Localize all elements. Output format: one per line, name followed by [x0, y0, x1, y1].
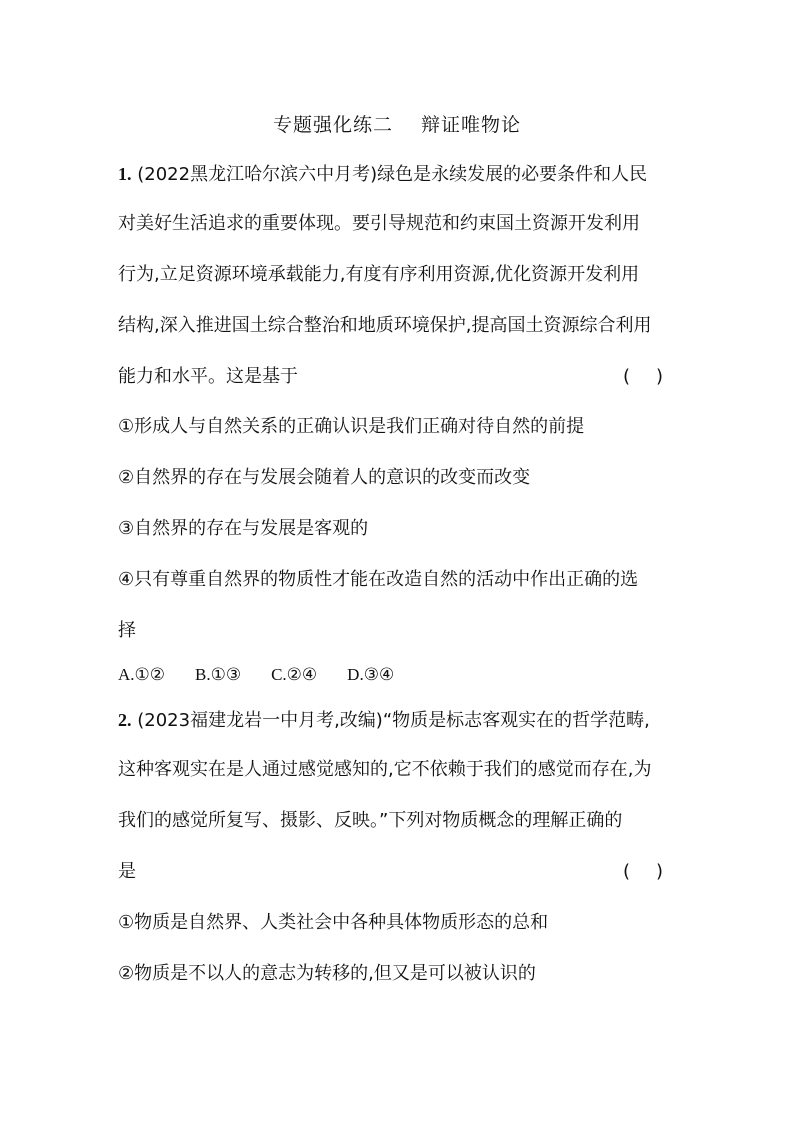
- title-main: 专题强化练二: [272, 114, 393, 136]
- q2-line-4: 是: [118, 861, 136, 882]
- q1-options: [118, 663, 424, 687]
- q1-option-d[interactable]: D.③④: [347, 665, 395, 684]
- q2-item-2: ②物质是不以人的意志为转移的,但又是可以被认识的: [118, 963, 536, 984]
- q1-line-4: 结构,深入推进国土综合整治和地质环境保护,提高国土资源综合利用: [118, 315, 652, 336]
- q1-item-3: ③自然界的存在与发展是客观的: [118, 518, 369, 539]
- q2-line-2: 这种客观实在是人通过感觉感知的,它不依赖于我们的感觉而存在,为: [118, 759, 652, 780]
- q1-line-3: 行为,立足资源环境承载能力,有度有序利用资源,优化资源开发利用: [118, 264, 640, 285]
- q1-item-4: ④只有尊重自然界的物质性才能在改造自然的活动中作出正确的选: [118, 569, 639, 590]
- q2-line-1: [118, 708, 650, 733]
- q1-option-b[interactable]: B.①③: [195, 665, 242, 684]
- q2-paren-open: (: [623, 861, 631, 882]
- q1-paren-close: ): [656, 366, 664, 387]
- q1-line-5: 能力和水平。这是基于: [118, 366, 298, 387]
- q1-text-0: 绿色是永续发展的必要条件和人民: [377, 164, 648, 185]
- q1-source: (2022黑龙江哈尔滨六中月考): [137, 164, 378, 185]
- q1-item-4-cont: 择: [118, 620, 136, 641]
- q2-source: (2023福建龙岩一中月考,改编): [137, 710, 383, 731]
- q2-answer-blank[interactable]: [623, 860, 663, 884]
- q2-line-3: 我们的感觉所复写、摄影、反映。”下列对物质概念的理解正确的: [118, 810, 623, 831]
- q1-item-2: ②自然界的存在与发展会随着人的意识的改变而改变: [118, 467, 531, 488]
- q1-paren-open: (: [623, 366, 631, 387]
- q1-line-2: 对美好生活追求的重要体现。要引导规范和约束国土资源开发利用: [118, 213, 640, 234]
- q1-option-c[interactable]: C.②④: [271, 665, 318, 684]
- title-sub: 辩证唯物论: [421, 114, 522, 136]
- page-title: [0, 110, 794, 137]
- q1-option-a[interactable]: A.①②: [118, 665, 166, 684]
- q1-item-1: ①形成人与自然关系的正确认识是我们正确对待自然的前提: [118, 416, 585, 437]
- q2-item-1: ①物质是自然界、人类社会中各种具体物质形态的总和: [118, 912, 549, 933]
- q1-answer-blank[interactable]: [623, 365, 663, 389]
- q2-text-0: “物质是标志客观实在的哲学范畴,: [382, 710, 650, 731]
- q1-line-1: [118, 162, 647, 187]
- q2-number: 2.: [118, 710, 132, 730]
- q1-number: 1.: [118, 164, 132, 184]
- q2-paren-close: ): [656, 861, 664, 882]
